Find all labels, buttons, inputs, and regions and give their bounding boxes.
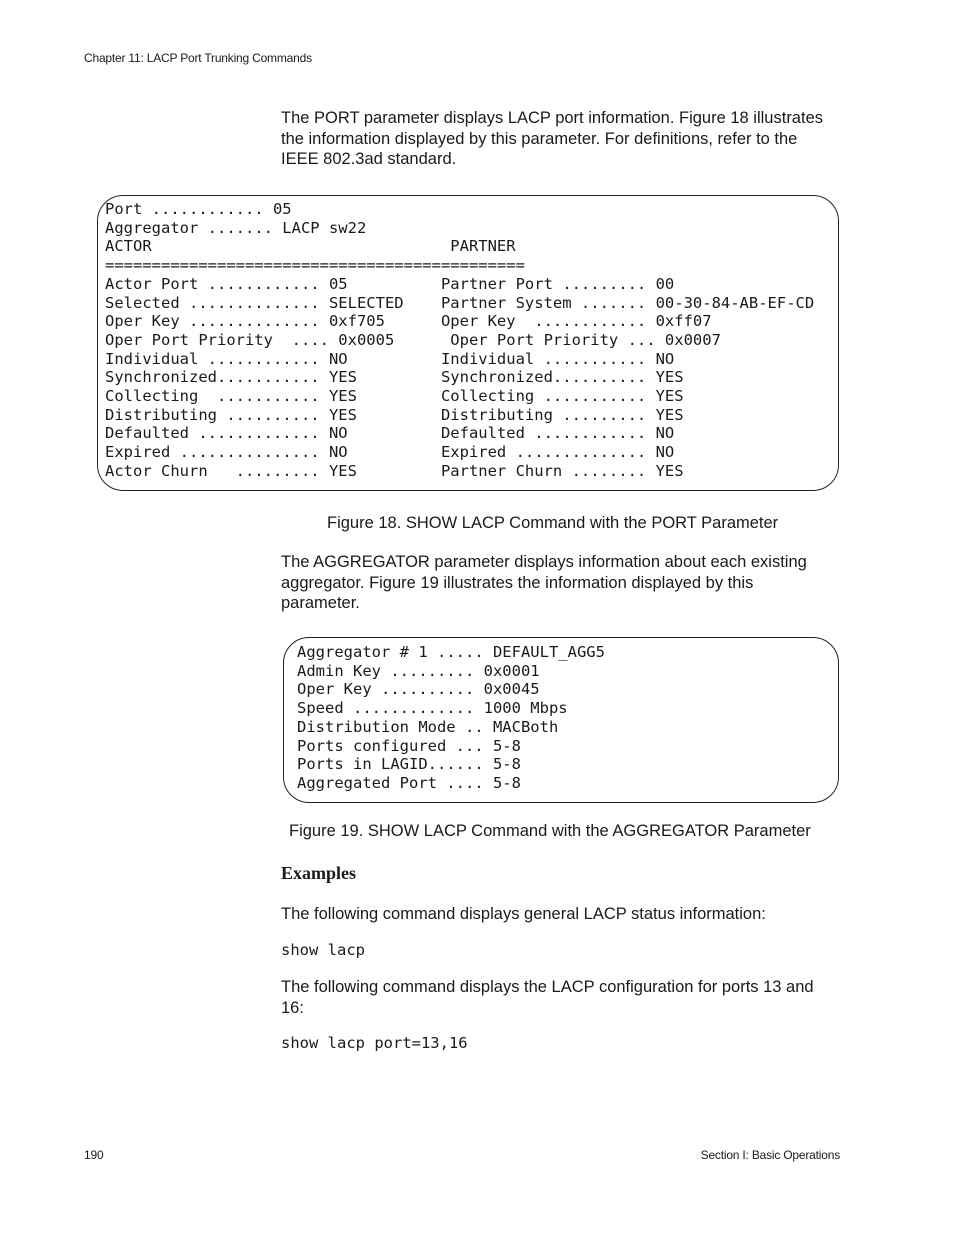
figure-19-caption: Figure 19. SHOW LACP Command with the AGGREGATOR Parameter bbox=[289, 822, 811, 840]
port-parameter-description bbox=[281, 108, 846, 170]
text-line: 16: bbox=[281, 998, 304, 1017]
figure-18-terminal-box bbox=[97, 195, 839, 491]
running-header: Chapter 11: LACP Port Trunking Commands bbox=[84, 51, 312, 65]
text-line: The following command displays the LACP configuration for ports 13 and bbox=[281, 978, 814, 996]
figure-19-output: Aggregator # 1 ..... DEFAULT_AGG5 Admin Key ......... 0x0001 Oper Key .......... 0x0045 Speed ............. 1000 Mbps Distribution Mode .. MACBoth Ports configured ... 5-8 Ports in LAGID...... 5-8 Aggregated Port .... 5-8 bbox=[297, 643, 605, 792]
text-line: aggregator. Figure 19 illustrates the information displayed by this bbox=[281, 573, 754, 592]
text-line: IEEE 802.3ad standard. bbox=[281, 150, 457, 168]
text-line: The PORT parameter displays LACP port information. Figure 18 illustrates bbox=[281, 109, 823, 127]
example-2-command: show lacp port=13,16 bbox=[281, 1034, 468, 1052]
figure-18-caption: Figure 18. SHOW LACP Command with the PORT Parameter bbox=[327, 514, 779, 532]
section-footer: Section I: Basic Operations bbox=[700, 1148, 840, 1162]
figure-19-terminal-box bbox=[283, 637, 839, 803]
text-line: The AGGREGATOR parameter displays information about each existing bbox=[281, 553, 807, 571]
text-line: parameter. bbox=[281, 594, 360, 612]
text-line: the information displayed by this parameter. For definitions, refer to the bbox=[281, 129, 798, 148]
figure-18-output: Port ............ 05 Aggregator ....... LACP sw22 ACTOR PARTNER ============================================= Actor Port ............ 05 Partner Port ......... 00 Selected .............. SELECTED Partner System ....... 00-30-84-AB-EF-CD Oper Key .............. 0xf705 Oper Key ............ 0xff07 Oper Port Priority .... 0x0005 Oper Port Priority ... 0x0007 Individual ............ NO Individual ........... NO Synchronized........... YES Synchronized.......... YES Collecting ........... YES Collecting ........... YES Distributing .......... YES Distributing ......... YES Defaulted ............. NO Defaulted ............ NO Expired ............... NO Expired .............. NO Actor Churn ......... YES Partner Churn ........ YES bbox=[105, 200, 815, 480]
example-1-command: show lacp bbox=[281, 941, 365, 959]
example-2-text bbox=[281, 977, 846, 1018]
aggregator-parameter-description bbox=[281, 552, 846, 614]
example-1-text: The following command displays general LACP status information: bbox=[281, 905, 766, 923]
page-number: 190 bbox=[84, 1148, 104, 1162]
examples-heading: Examples bbox=[281, 863, 357, 883]
